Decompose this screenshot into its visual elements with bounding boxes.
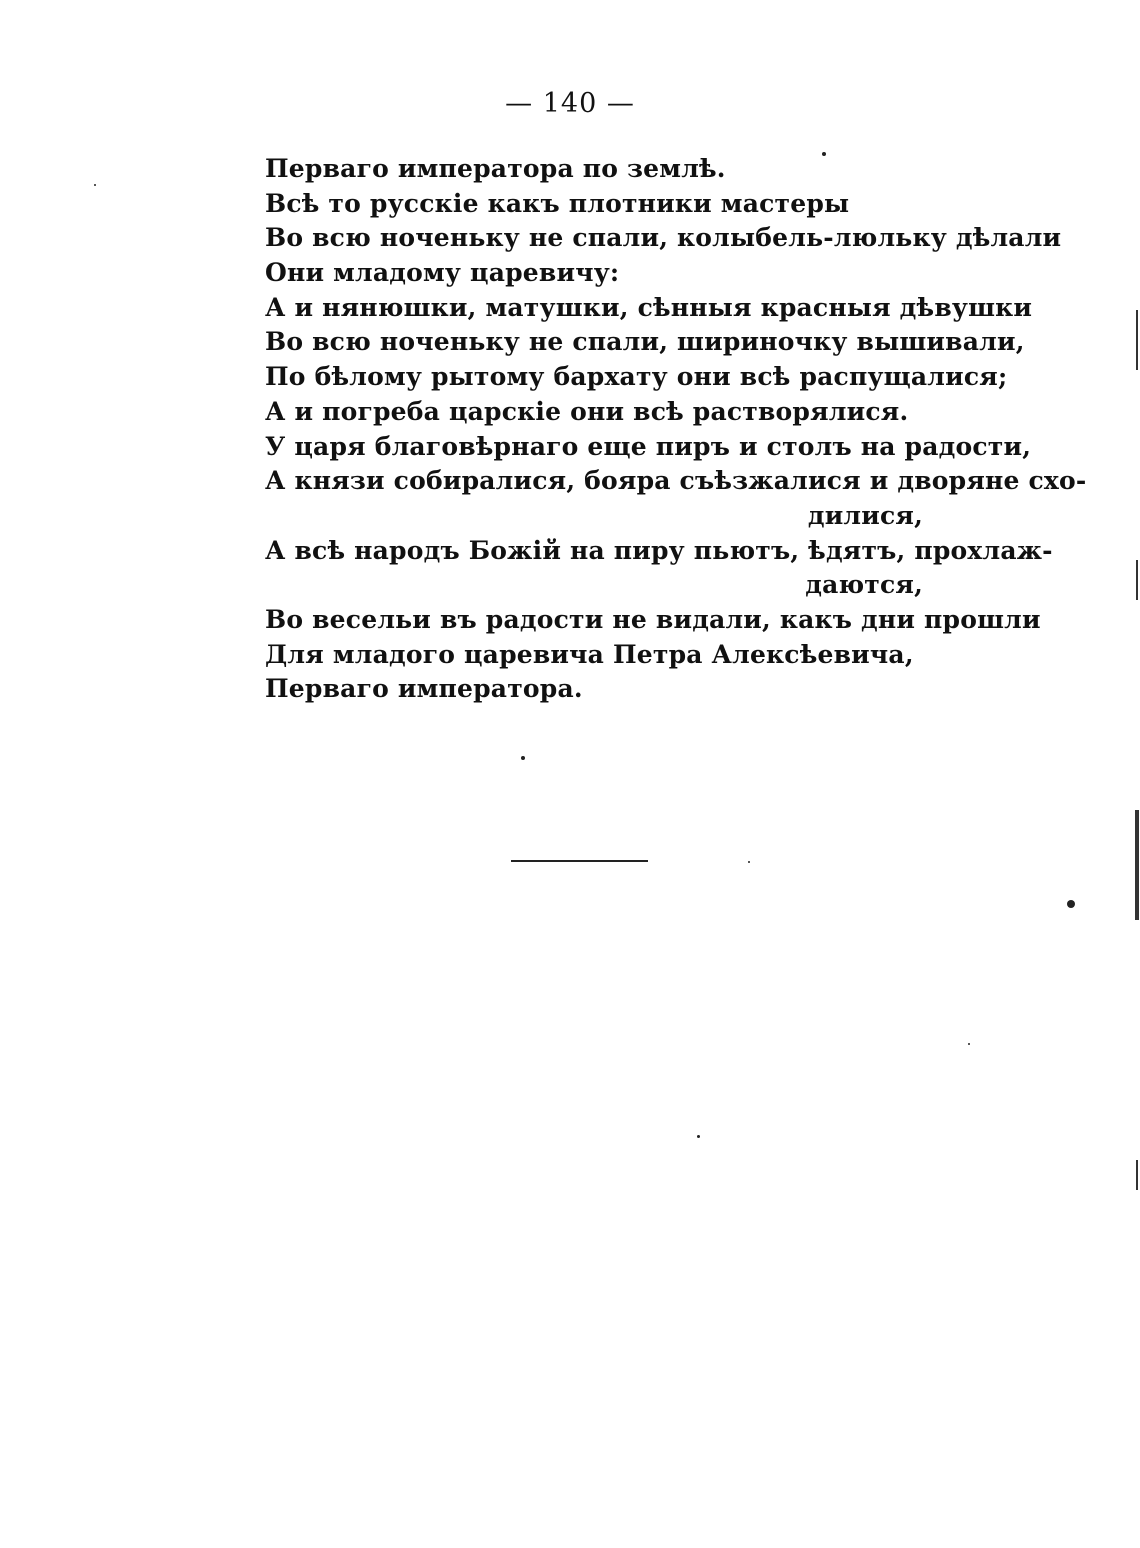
verse-line: А князи собиралися, бояра съѣзжалися и дворяне схо- bbox=[265, 466, 1087, 496]
verse-line: Всѣ то русскіе какъ плотники мастеры bbox=[265, 188, 850, 218]
verse-line: Во всю ноченьку не спали, колыбель-люльку дѣлали bbox=[265, 223, 1062, 253]
verse-line: Во весельи въ радости не видали, какъ дни прошли bbox=[265, 604, 1041, 634]
ink-speck bbox=[822, 152, 826, 156]
verse-line: А и нянюшки, матушки, сѣнныя красныя дѣвушки bbox=[265, 292, 1033, 322]
verse-line: Для младого царевича Петра Алексѣевича, bbox=[265, 639, 914, 669]
verse-line-continuation: даются, bbox=[805, 570, 923, 600]
ink-speck bbox=[968, 1043, 970, 1045]
verse-line: Перваго императора по землѣ. bbox=[265, 154, 726, 183]
verse-line: Во всю ноченьку не спали, шириночку вышивали, bbox=[265, 327, 1025, 357]
page-number: — 140 — bbox=[505, 88, 635, 119]
verse-line: А и погреба царскіе они всѣ растворялися. bbox=[265, 396, 909, 426]
ink-speck bbox=[521, 756, 525, 760]
ink-speck bbox=[94, 184, 96, 186]
verse-line: По бѣлому рытому бархату они всѣ распущалися; bbox=[265, 362, 1008, 392]
scan-edge-mark bbox=[1136, 310, 1138, 370]
verse-line: У царя благовѣрнаго еще пиръ и столъ на радости, bbox=[265, 431, 1032, 461]
scan-edge-mark bbox=[1135, 810, 1139, 920]
scan-edge-mark bbox=[1136, 1160, 1138, 1190]
verse-line-continuation: дилися, bbox=[807, 500, 923, 530]
verse-line: А всѣ народъ Божій на пиру пьютъ, ѣдятъ, прохлаж- bbox=[265, 535, 1053, 565]
verse-line: Они младому царевичу: bbox=[265, 258, 620, 288]
section-end-rule bbox=[511, 860, 648, 862]
ink-speck bbox=[748, 861, 750, 863]
scan-edge-mark bbox=[1136, 560, 1138, 600]
ink-speck bbox=[1067, 900, 1075, 908]
verse-line: Перваго императора. bbox=[265, 674, 583, 704]
ink-speck bbox=[697, 1135, 700, 1138]
verse-text bbox=[265, 152, 1087, 707]
